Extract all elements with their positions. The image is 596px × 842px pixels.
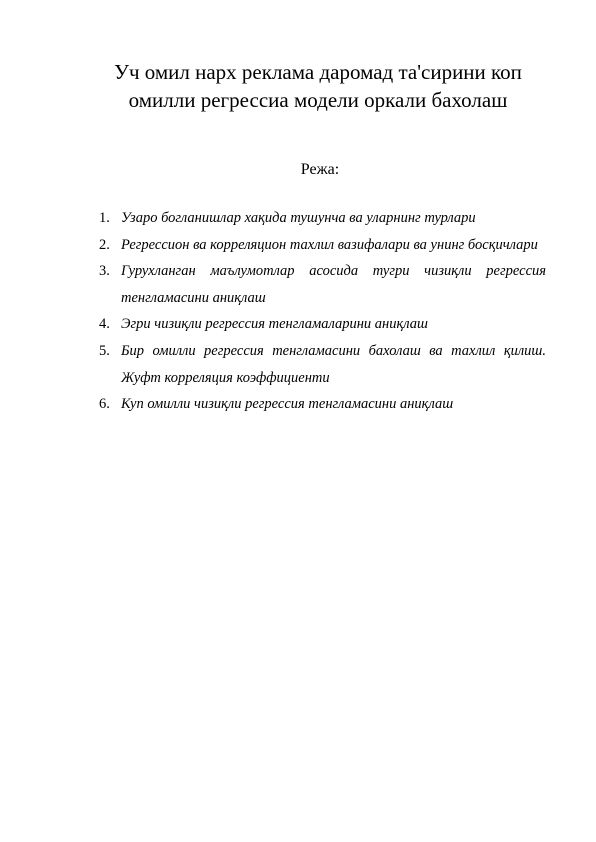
plan-item-number: 5. — [99, 342, 110, 359]
plan-item-text: Узаро богланишлар хақида тушунча ва уларнинг турлари — [121, 210, 476, 226]
plan-item — [99, 205, 546, 232]
plan-item-number: 6. — [99, 396, 110, 413]
plan-item — [99, 311, 546, 338]
plan-list — [99, 205, 546, 418]
plan-item-text: Эгри чизиқли регрессия тенгламаларини аниқлаш — [121, 316, 428, 333]
plan-item-text: Регрессион ва корреляцион тахлил вазифалари ва унинг босқичлари — [121, 236, 538, 253]
plan-item-number: 4. — [99, 316, 110, 333]
plan-item — [99, 232, 546, 259]
plan-item-text: Гурухланган маълумотлар асосида тугри чизиқли регрессия тенгламасини аниқлаш — [121, 263, 546, 306]
plan-item-text: Бир омилли регрессия тенгламасини бахолаш ва тахлил қилиш. Жуфт корреляция коэффициенти — [121, 342, 546, 386]
document-title: Уч омил нарх реклама даромад та'сирини коп омилли регрессиа модели оркали бахолаш — [114, 60, 522, 112]
plan-item — [99, 391, 546, 418]
plan-item — [99, 338, 546, 391]
plan-item-number: 2. — [99, 236, 110, 253]
plan-item-number: 1. — [99, 210, 110, 226]
plan-item-number: 3. — [99, 263, 110, 280]
plan-item-text: Куп омилли чизиқли регрессия тенгламасини аниқлаш — [121, 396, 454, 413]
plan-heading: Режа: — [300, 161, 340, 178]
plan-item — [99, 258, 546, 311]
